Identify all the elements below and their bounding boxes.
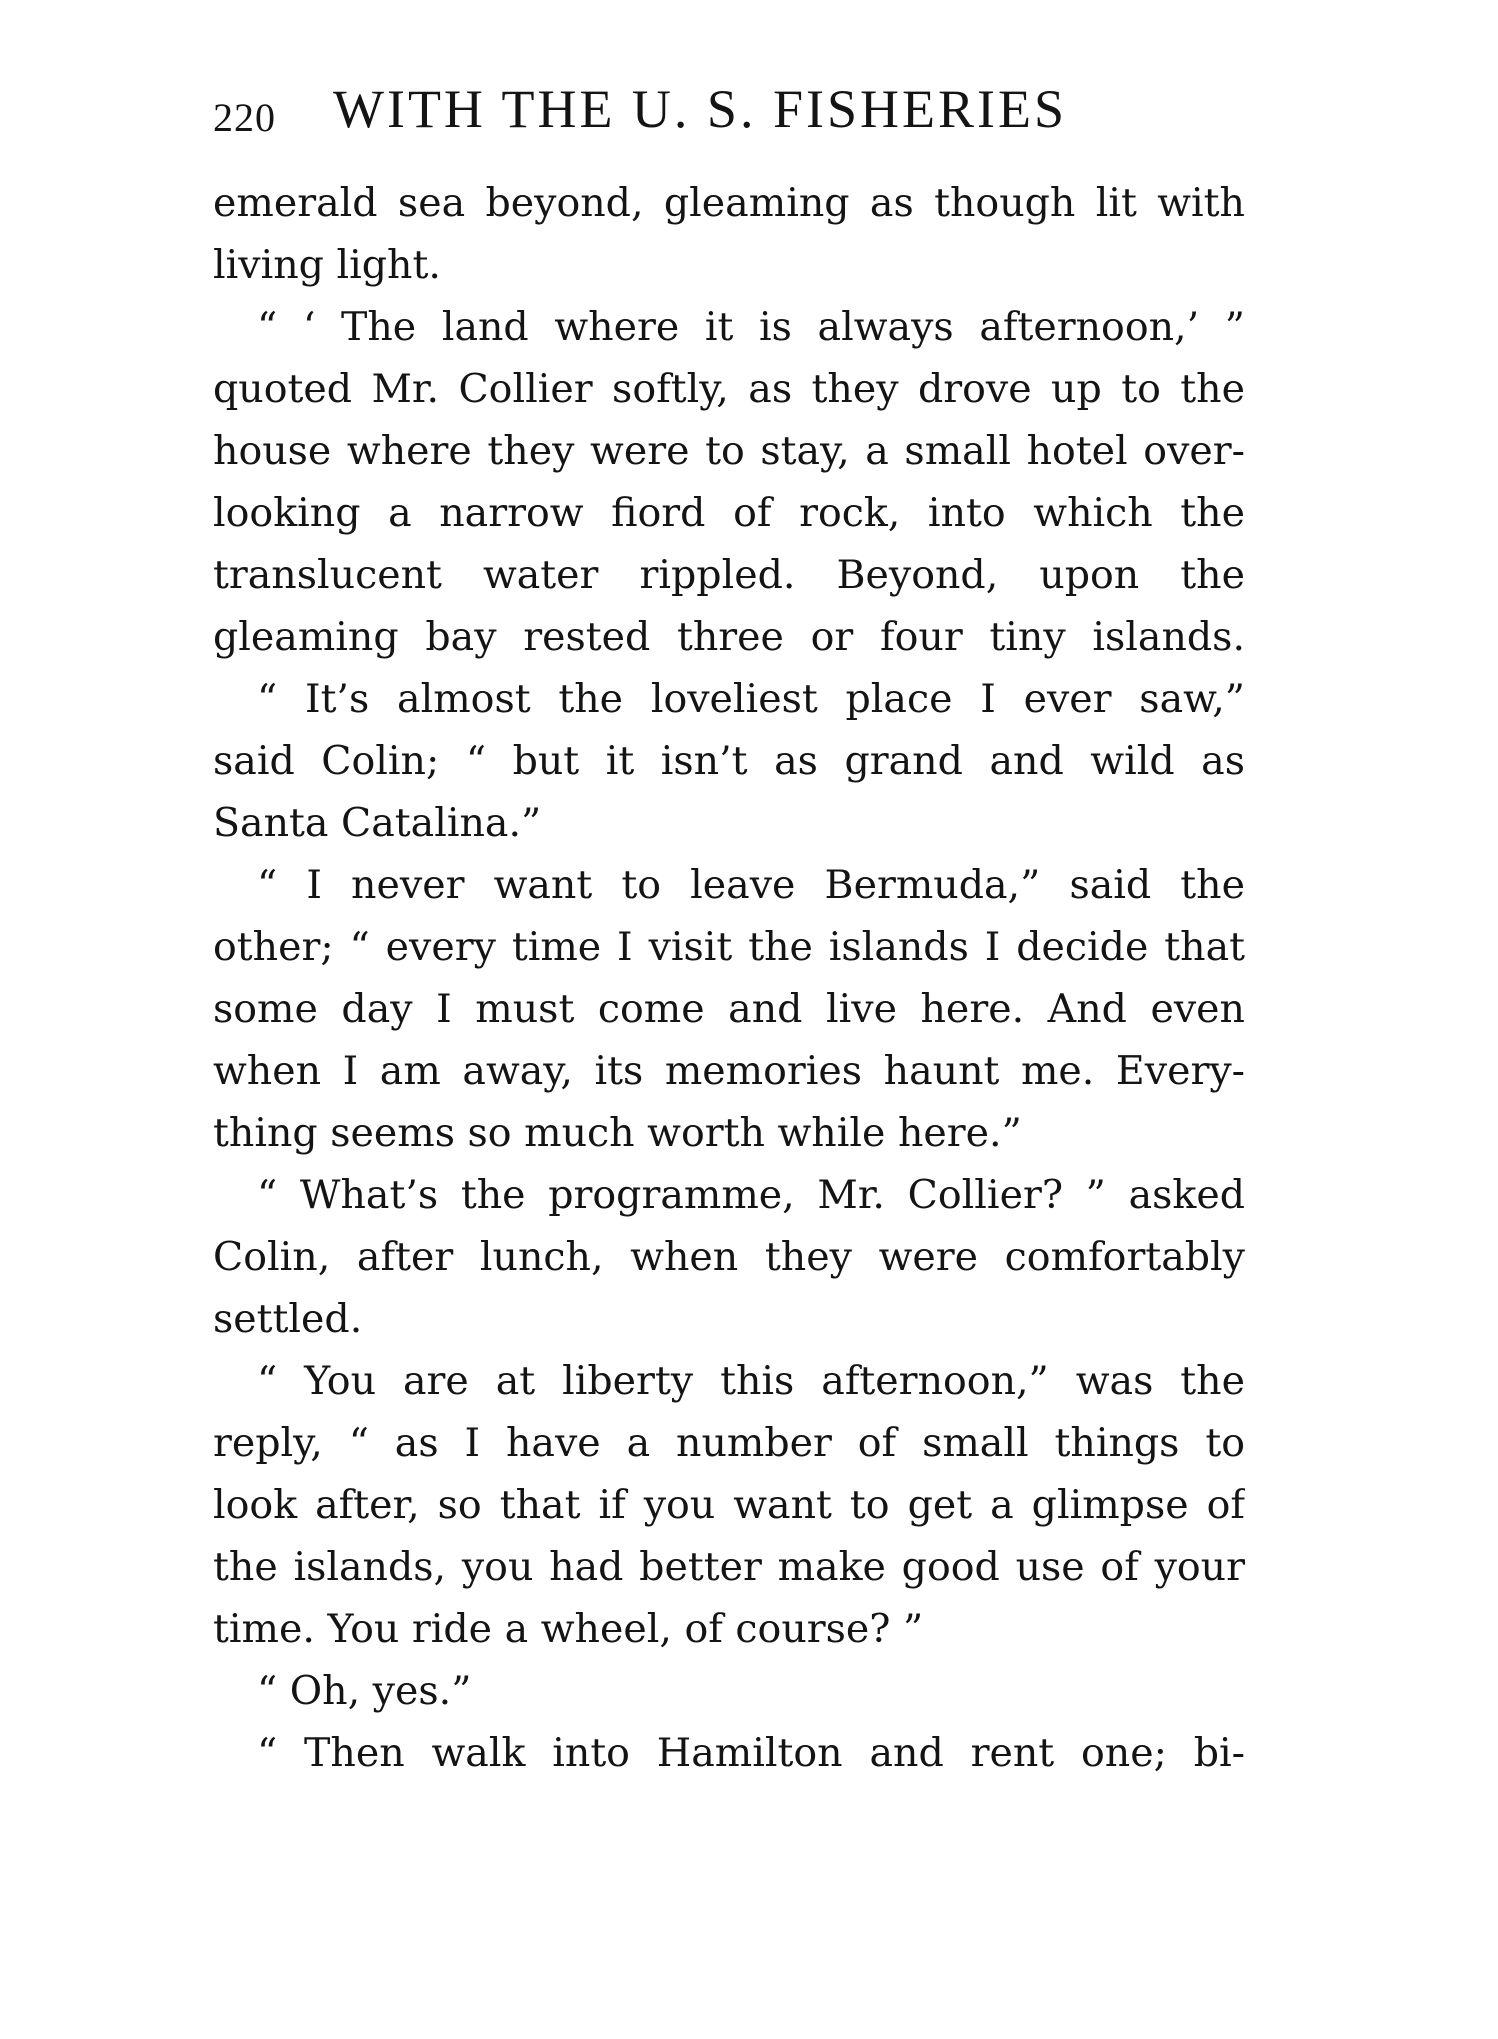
text-line: “ I never want to leave Bermuda,” said the [257, 862, 1245, 908]
page-number: 220 [213, 95, 276, 140]
text-line: “ What’s the programme, Mr. Collier? ” asked [257, 1172, 1245, 1218]
text-line: some day I must come and live here. And even [213, 986, 1245, 1032]
text-line: the islands, you had better make good use of your [213, 1544, 1245, 1590]
text-line: time. You ride a wheel, of course? ” [213, 1606, 924, 1652]
text-line: house where they were to stay, a small hotel over- [213, 428, 1245, 474]
text-line: said Colin; “ but it isn’t as grand and wild as [213, 738, 1245, 784]
text-line: when I am away, its memories haunt me. Every- [213, 1048, 1245, 1094]
text-line: “ Oh, yes.” [257, 1668, 472, 1714]
text-line: translucent water rippled. Beyond, upon the [213, 552, 1245, 598]
text-line: “ It’s almost the loveliest place I ever saw,” [257, 676, 1245, 722]
text-line: emerald sea beyond, gleaming as though lit with [213, 180, 1245, 226]
text-line: Santa Catalina.” [213, 800, 542, 846]
text-line: “ ‘ The land where it is always afternoon,’ ” [257, 304, 1245, 350]
text-line: reply, “ as I have a number of small things to [213, 1420, 1245, 1466]
body-text [213, 172, 1245, 1784]
page-header [213, 78, 1133, 144]
text-line: settled. [213, 1296, 363, 1342]
text-line: “ Then walk into Hamilton and rent one; bi- [257, 1730, 1245, 1776]
running-title: WITH THE U. S. FISHERIES [333, 79, 1068, 139]
text-line: looking a narrow fiord of rock, into which the [213, 490, 1245, 536]
text-line: thing seems so much worth while here.” [213, 1110, 1022, 1156]
text-line: “ You are at liberty this afternoon,” was the [257, 1358, 1245, 1404]
text-line: quoted Mr. Collier softly, as they drove up to the [213, 366, 1245, 412]
text-line: Colin, after lunch, when they were comfortably [213, 1234, 1245, 1280]
text-line: gleaming bay rested three or four tiny islands. [213, 614, 1245, 660]
text-line: living light. [213, 242, 441, 288]
text-line: other; “ every time I visit the islands I decide that [213, 924, 1245, 970]
text-line: look after, so that if you want to get a glimpse of [213, 1482, 1245, 1528]
